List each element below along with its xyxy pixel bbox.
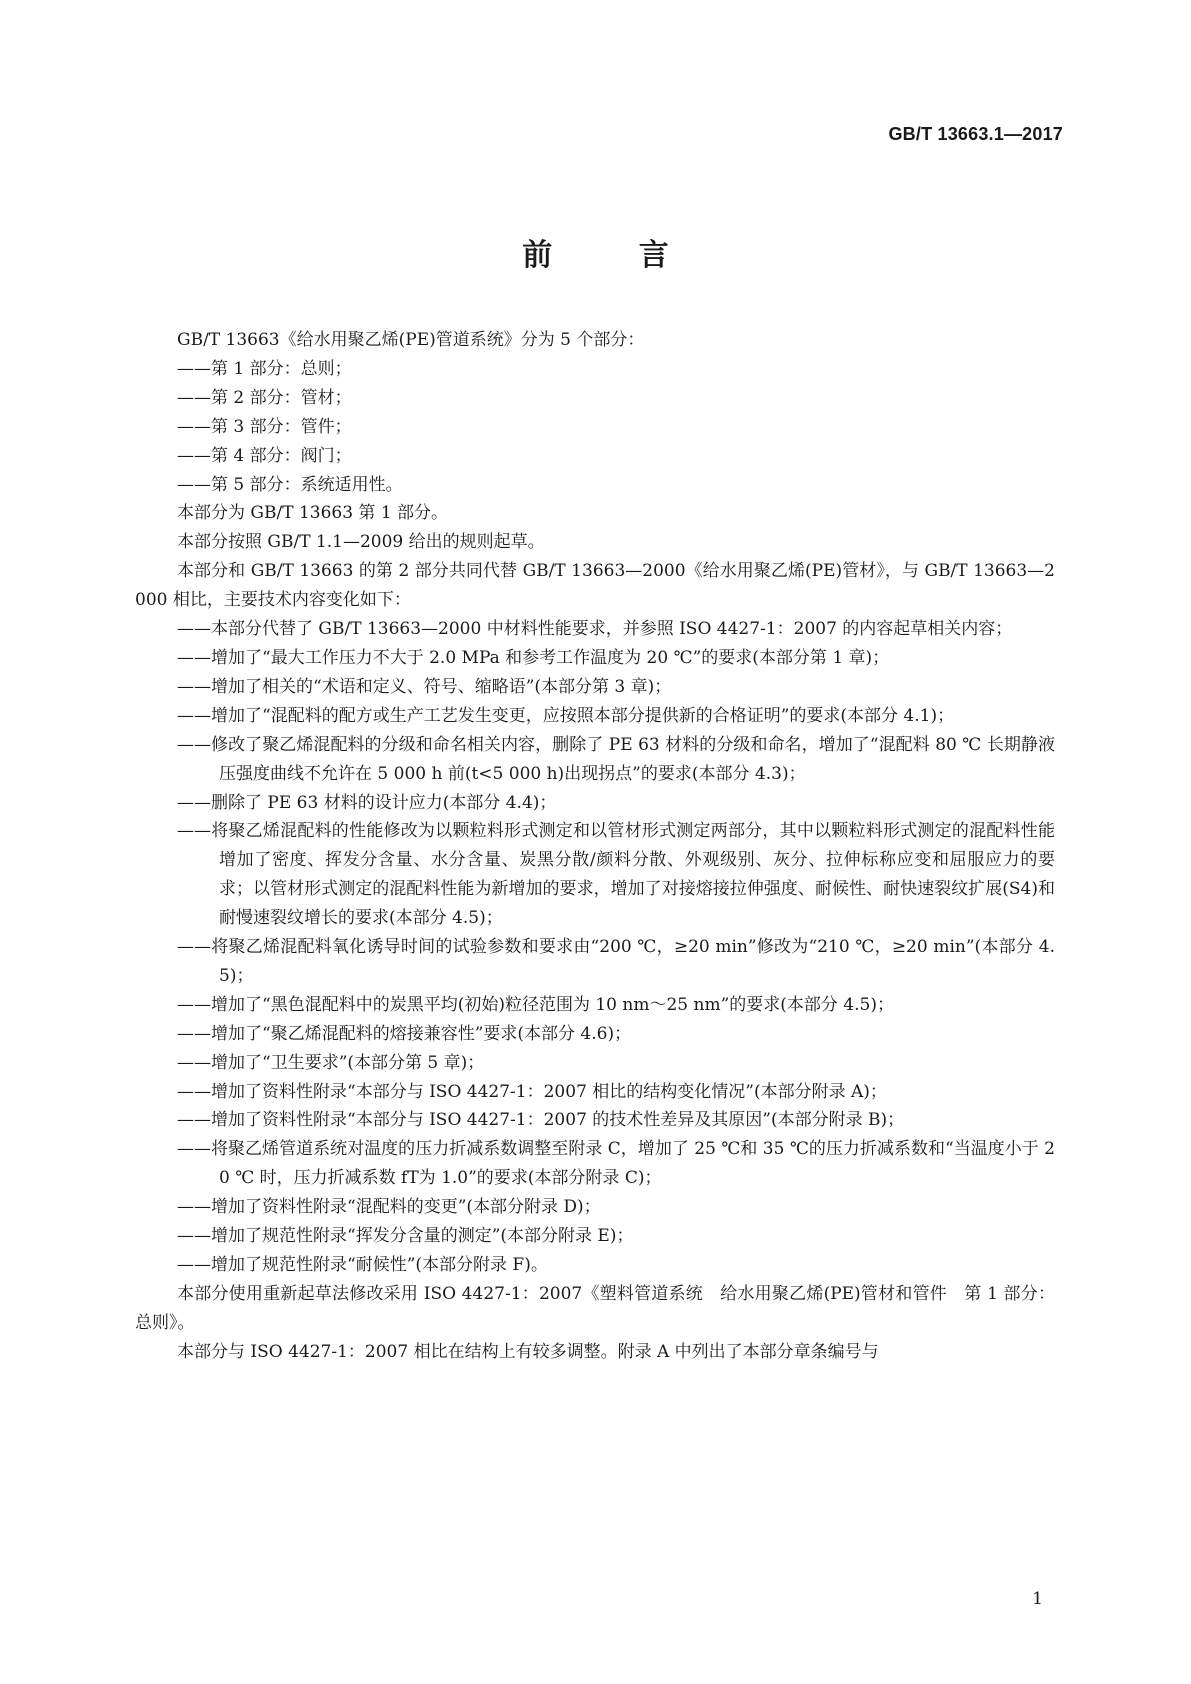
list-item: ——修改了聚乙烯混配料的分级和命名相关内容，删除了 PE 63 材料的分级和命名，增加了“混配料 80 ℃ 长期静液压强度曲线不允许在 5 000 h 前(t<5 000 h)出现拐点”的要求(本部分 4.3)；	[177, 734, 1055, 784]
list-item: ——增加了资料性附录“本部分与 ISO 4427-1：2007 的技术性差异及其原因”(本部分附录 B)；	[177, 1110, 905, 1131]
paragraph: GB/T 13663《给水用聚乙烯(PE)管道系统》分为 5 个部分：	[177, 330, 645, 350]
list-item: ——增加了“最大工作压力不大于 2.0 MPa 和参考工作温度为 20 ℃”的要求(本部分第 1 章)；	[177, 647, 890, 668]
list-item: ——增加了“混配料的配方或生产工艺发生变更，应按照本部分提供新的合格证明”的要求(本部分 4.1)；	[177, 705, 955, 726]
page-number: 1	[1032, 1589, 1043, 1609]
list-item: ——增加了资料性附录“混配料的变更”(本部分附录 D)；	[177, 1197, 601, 1218]
list-item: ——删除了 PE 63 材料的设计应力(本部分 4.4)；	[177, 792, 557, 813]
paragraph: 本部分与 ISO 4427-1：2007 相比在结构上有较多调整。附录 A 中列出了本部分章条编号与	[177, 1341, 879, 1362]
list-item: ——增加了资料性附录“本部分与 ISO 4427-1：2007 相比的结构变化情况”(本部分附录 A)；	[177, 1081, 887, 1102]
document-body	[135, 326, 1055, 1367]
paragraph: 本部分和 GB/T 13663 的第 2 部分共同代替 GB/T 13663—2000《给水用聚乙烯(PE)管材》，与 GB/T 13663—2000 相比，主要技术内容变化如下：	[135, 561, 1055, 611]
paragraph: 本部分为 GB/T 13663 第 1 部分。	[177, 503, 449, 524]
list-item: ——将聚乙烯管道系统对温度的压力折减系数调整至附录 C，增加了 25 ℃和 35 ℃的压力折减系数和“当温度小于 20 ℃ 时，压力折减系数 fT为 1.0”的要求(本部分附录 C)；	[177, 1139, 1055, 1189]
list-item: ——第 4 部分：阀门；	[177, 445, 352, 466]
list-item: ——第 5 部分：系统适用性。	[177, 474, 403, 495]
list-item: ——将聚乙烯混配料的性能修改为以颗粒料形式测定和以管材形式测定两部分，其中以颗粒料形式测定的混配料性能增加了密度、挥发分含量、水分含量、炭黑分散/颜料分散、外观级别、灰分、拉伸标称应变和屈服应力的要求；以管材形式测定的混配料性能为新增加的要求，增加了对接熔接拉伸强度、耐候性、耐快速裂纹扩展(S4)和耐慢速裂纹增长的要求(本部分 4.5)；	[177, 821, 1055, 929]
page-title: 前 言	[522, 238, 707, 273]
list-item: ——将聚乙烯混配料氧化诱导时间的试验参数和要求由“200 ℃，≥20 min”修改为“210 ℃，≥20 min”(本部分 4.5)；	[177, 937, 1055, 986]
list-item: ——本部分代替了 GB/T 13663—2000 中材料性能要求，并参照 ISO 4427-1：2007 的内容起草相关内容；	[177, 619, 1013, 640]
list-item: ——增加了规范性附录“耐候性”(本部分附录 F)。	[177, 1255, 548, 1275]
list-item: ——增加了“卫生要求”(本部分第 5 章)；	[177, 1052, 485, 1073]
list-item: ——增加了规范性附录“挥发分含量的测定”(本部分附录 E)；	[177, 1226, 634, 1247]
paragraph: 本部分使用重新起草法修改采用 ISO 4427-1：2007《塑料管道系统 给水用聚乙烯(PE)管材和管件 第 1 部分：总则》。	[135, 1283, 1055, 1333]
paragraph: 本部分按照 GB/T 1.1—2009 给出的规则起草。	[177, 532, 545, 553]
list-item: ——增加了“聚乙烯混配料的熔接兼容性”要求(本部分 4.6)；	[177, 1023, 632, 1044]
list-item: ——第 3 部分：管件；	[177, 416, 352, 437]
list-item: ——第 1 部分：总则；	[177, 358, 352, 379]
list-item: ——增加了“黑色混配料中的炭黑平均(初始)粒径范围为 10 nm～25 nm”的要求(本部分 4.5)；	[177, 994, 894, 1015]
list-item: ——增加了相关的“术语和定义、符号、缩略语”(本部分第 3 章)；	[177, 676, 672, 697]
document-code: GB/T 13663.1—2017	[888, 124, 1063, 144]
list-item: ——第 2 部分：管材；	[177, 387, 352, 408]
